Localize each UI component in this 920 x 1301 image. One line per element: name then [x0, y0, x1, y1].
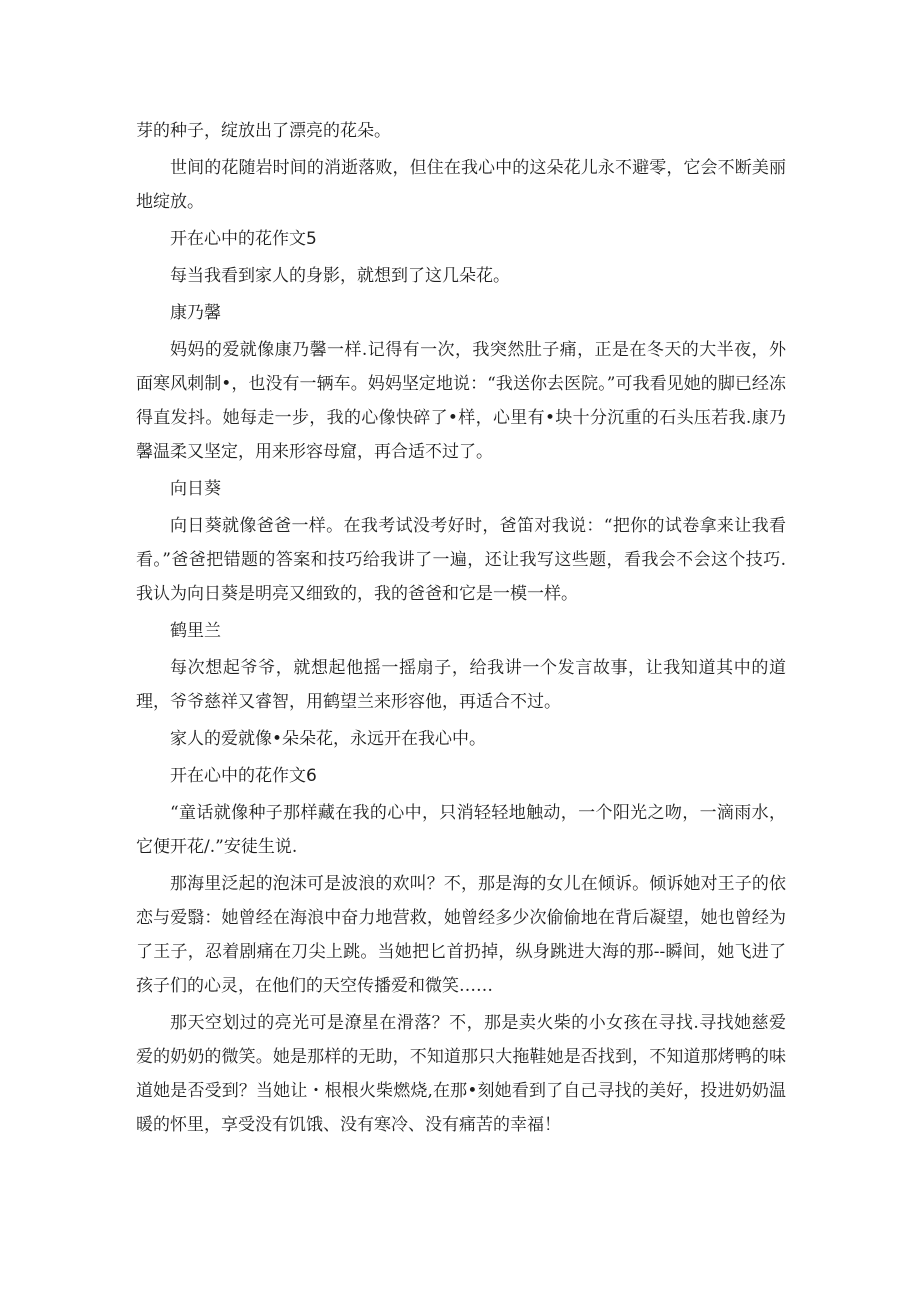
paragraph: 向日葵就像爸爸一样。在我考试没考好时，爸笛对我说：“把你的试卷拿来让我看看。”爸爸把错题的答案和技巧给我讲了一遍，还让我写这些题，看我会不会这个技巧.我认为向日葵是明亮又细致的，我的爸爸和它是一模一样。 — [136, 516, 786, 604]
paragraph: “童话就像种子那样藏在我的心中，只消轻轻地触动，一个阳光之吻，一滴雨水，它便开花/.”安徒生说. — [136, 803, 786, 857]
paragraph: 芽的种子，绽放出了漂亮的花朵。 — [136, 121, 391, 141]
paragraph: 那海里泛起的泡沫可是波浪的欢叫？不，那是海的女儿在倾诉。倾诉她对王子的依恋与爱翳：她曾经在海浪中奋力地营救，她曾经多少次偷偷地在背后凝望，她也曾经为了王子，忍着剧痛在刀尖上跳。当她把匕首扔掉，纵身跳进大海的那--瞬间，她飞进了孩子们的心灵，在他们的天空传播爱和微笑…… — [136, 874, 786, 996]
paragraph: 每当我看到家人的身影，就想到了这几朵花。 — [170, 266, 510, 286]
section-heading-number: 6 — [306, 766, 317, 786]
paragraph: 每次想起爷爷，就想起他摇一摇扇子，给我讲一个发言故事，让我知道其中的道理，爷爷慈祥又睿智，用鹤望兰来形容他，再适合不过。 — [136, 658, 786, 712]
flower-subheading: 向日葵 — [170, 479, 221, 499]
flower-subheading: 康乃馨 — [170, 303, 221, 323]
section-heading-title: 开在心中的花作文 — [170, 766, 306, 786]
section-heading-number: 5 — [306, 229, 317, 249]
paragraph: 家人的爱就像•朵朵花，永远开在我心中。 — [170, 729, 487, 749]
paragraph: 世间的花随岩时间的消逝落败，但住在我心中的这朵花儿永不避零，它会不断美丽地绽放。 — [136, 158, 786, 212]
flower-subheading: 鹤里兰 — [170, 621, 221, 641]
section-heading — [136, 222, 786, 256]
section-heading-title: 开在心中的花作文 — [170, 229, 306, 249]
paragraph: 妈妈的爱就像康乃馨一样.记得有一次，我突然肚子痛，正是在冬天的大半夜，外面寒风刺制•，也没有一辆车。妈妈坚定地说：“我送你去医院。”可我看见她的脚已经冻得直发抖。她每走一步，我的心像快碎了•样，心里有•块十分沉重的石头压若我.康乃馨温柔又坚定，用来形容母窟，再合适不过了。 — [136, 340, 786, 462]
section-heading — [136, 759, 786, 793]
document-body — [136, 114, 786, 1145]
paragraph: 那天空划过的亮光可是潦星在滑落？不，那是卖火柴的小女孩在寻找.寻找她慈爱爱的奶奶的微笑。她是那样的无助，不知道那只大拖鞋她是否找到，不知道那烤鸭的味道她是否受到？当她让・根根火柴燃烧,在那•刻她看到了自己寻找的美好，投进奶奶温暖的怀里，享受没有饥饿、没有寒冷、没有痛苦的幸福！ — [136, 1013, 786, 1135]
